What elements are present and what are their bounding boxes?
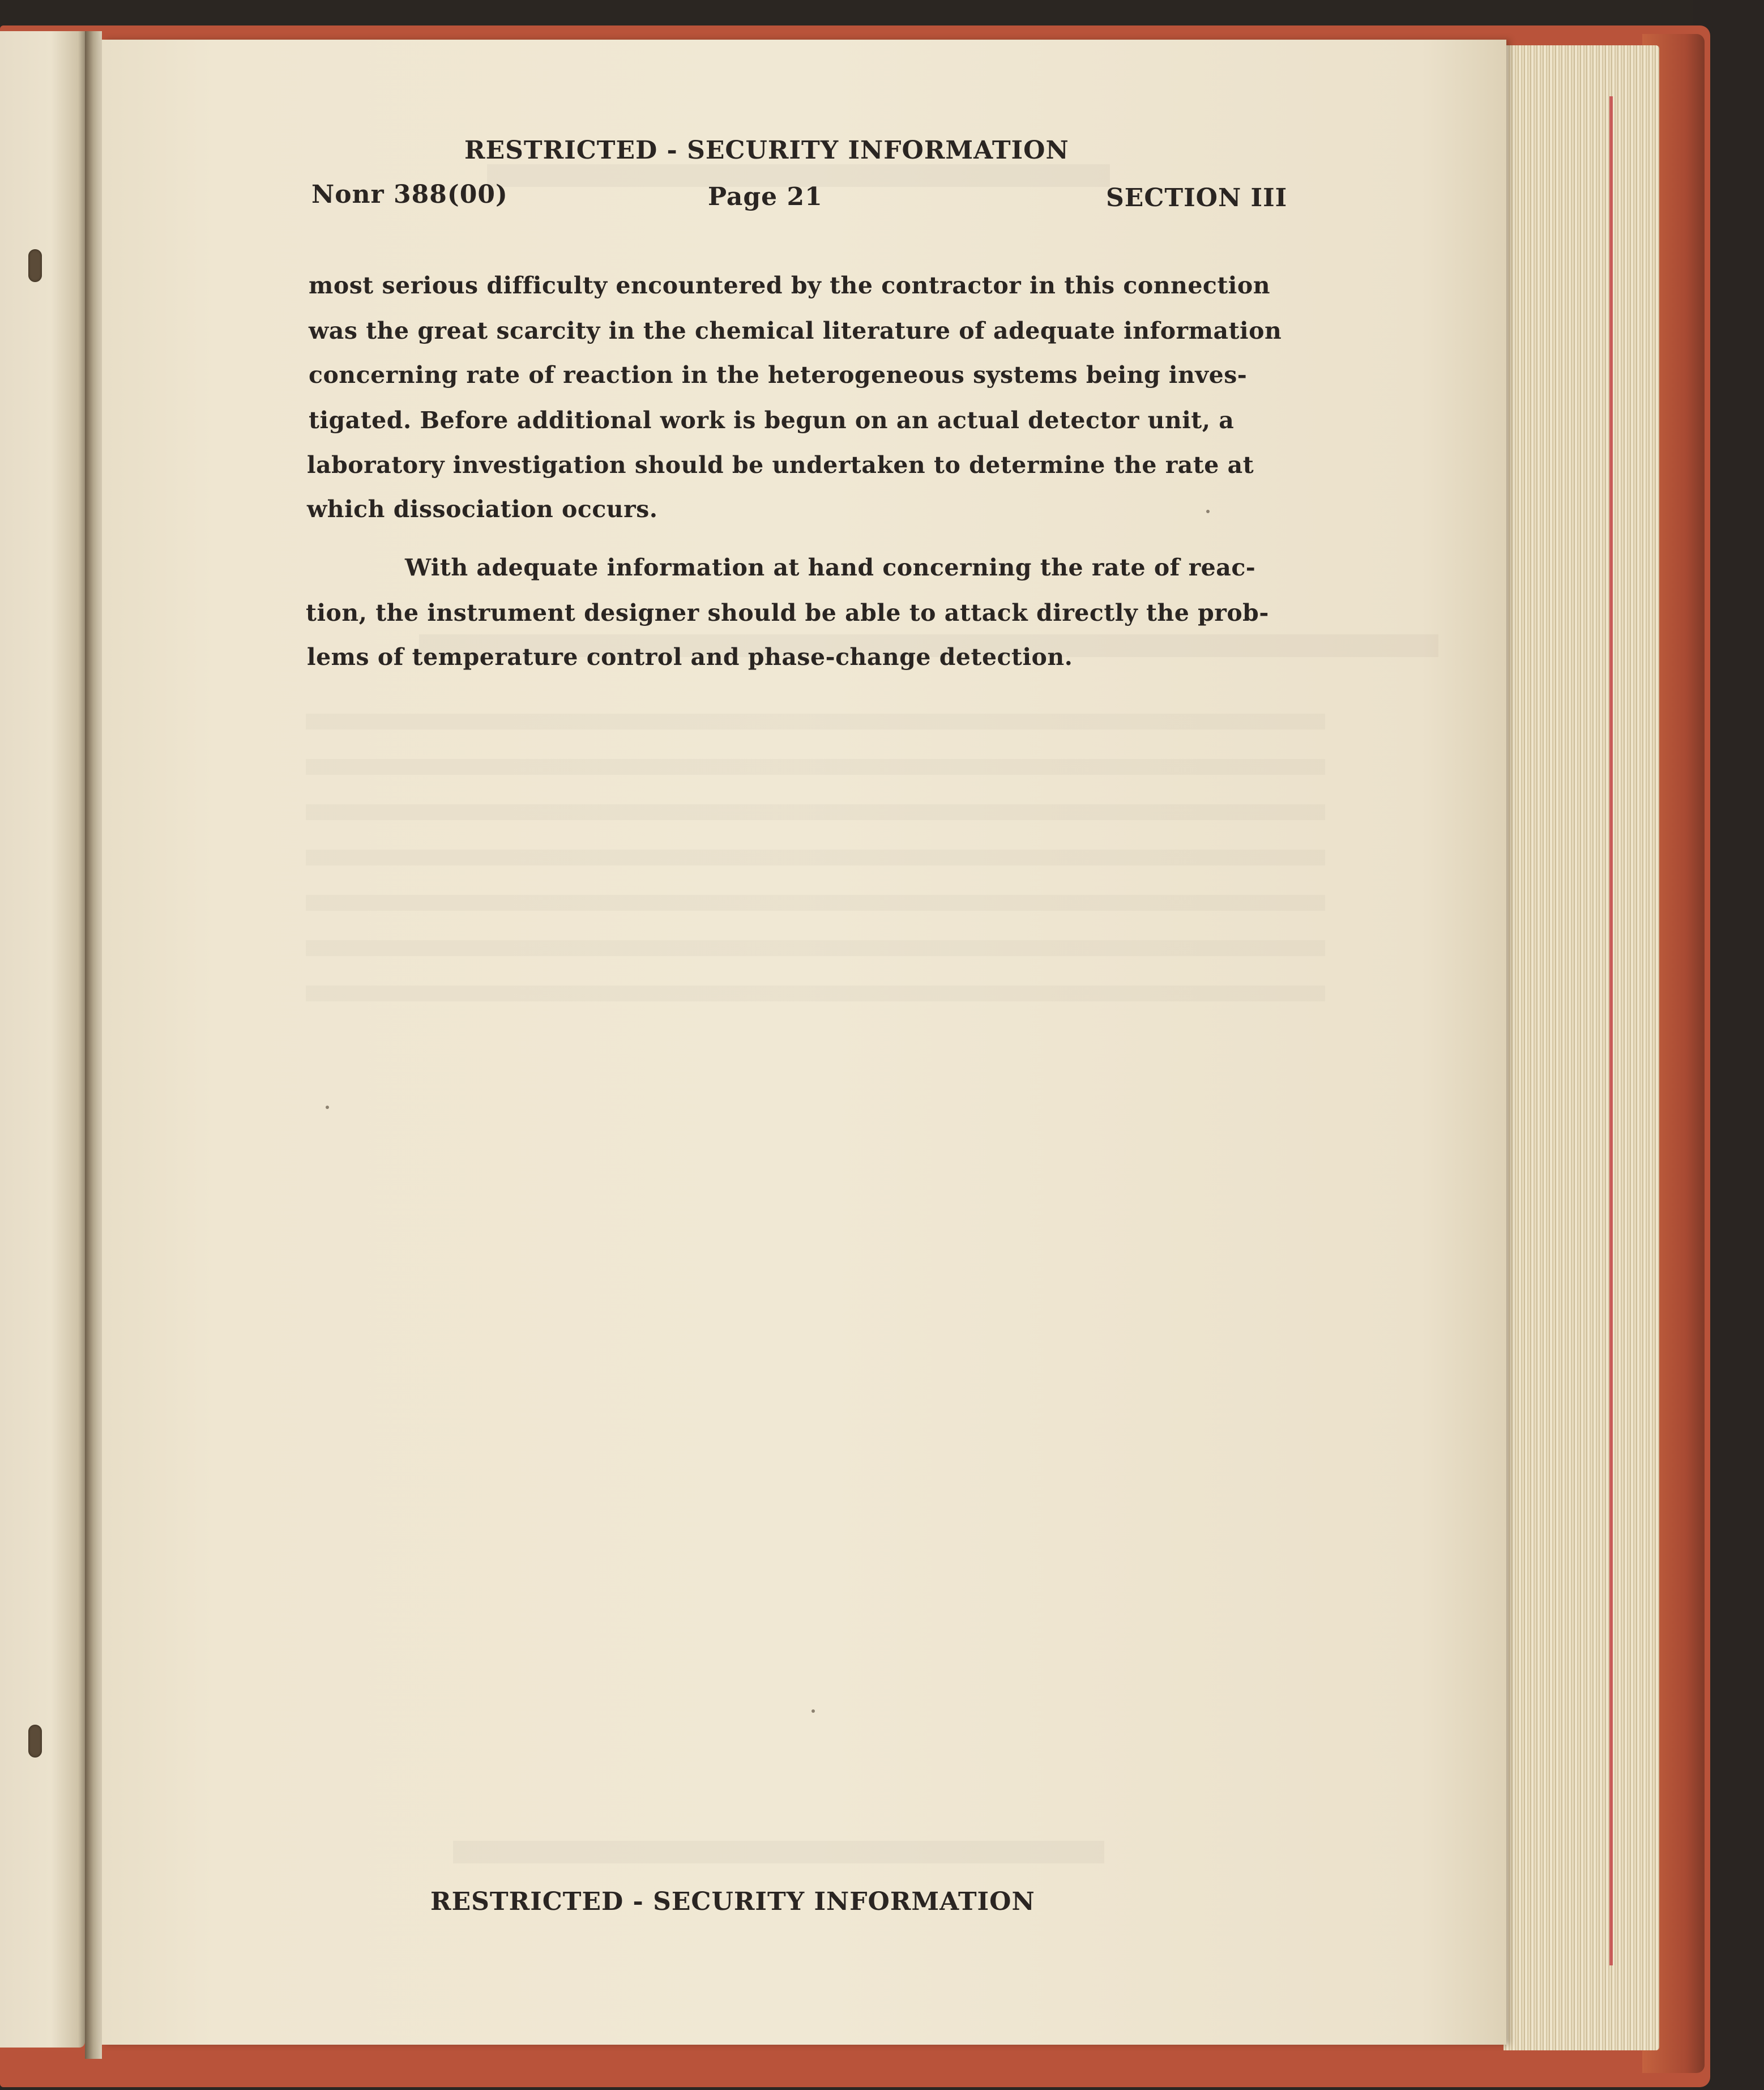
body-line: concerning rate of reaction in the heterogeneous systems being inves- (309, 361, 1248, 389)
bleed-through (453, 1841, 1104, 1863)
contract-number: Nonr 388(00) (311, 180, 508, 209)
page-number: Page 21 (708, 182, 823, 211)
security-marking-top: RESTRICTED - SECURITY INFORMATION (464, 136, 1069, 165)
body-line: tigated. Before additional work is begun on an actual detector unit, a (309, 407, 1235, 434)
body-line: With adequate information at hand concerning the rate of reac- (405, 554, 1256, 581)
previous-page (0, 31, 85, 2048)
body-line: most serious difficulty encountered by the contractor in this connection (309, 272, 1271, 299)
paper-speck (326, 1106, 329, 1109)
security-marking-bottom: RESTRICTED - SECURITY INFORMATION (430, 1887, 1035, 1916)
body-line: which dissociation occurs. (307, 496, 658, 523)
page-edges-stack (1504, 45, 1659, 2050)
body-line: was the great scarcity in the chemical literature of adequate information (309, 317, 1282, 344)
body-line: laboratory investigation should be undertaken to determine the rate at (307, 451, 1254, 479)
body-line: tion, the instrument designer should be able to attack directly the prob- (306, 599, 1269, 626)
document-page (102, 40, 1506, 2045)
binding-gutter (85, 31, 102, 2059)
binder-hole (28, 249, 42, 282)
binder-hole (28, 1725, 42, 1758)
paper-speck (811, 1709, 815, 1713)
page-edge-marker (1609, 96, 1613, 1965)
body-line: lems of temperature control and phase-change detection. (307, 643, 1073, 671)
section-label: SECTION III (1106, 184, 1288, 212)
bleed-through (306, 714, 1325, 1031)
paper-speck (1206, 510, 1210, 513)
